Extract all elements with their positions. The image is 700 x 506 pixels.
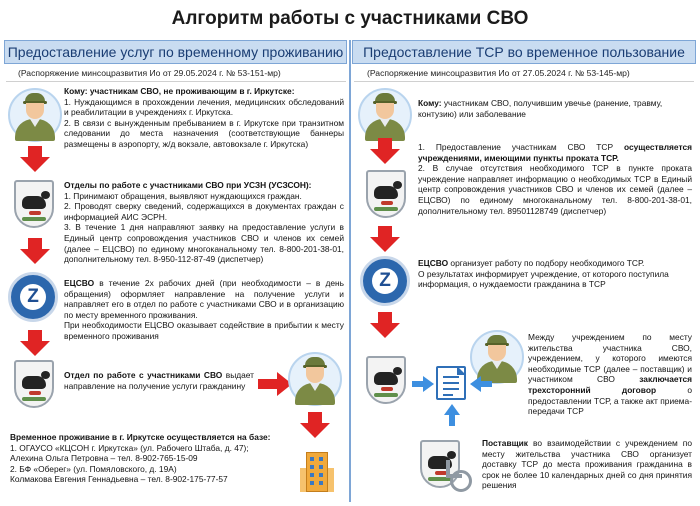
left-column-header: Предоставление услуг по временному проживанию: [4, 40, 347, 64]
left-block-departments: [64, 180, 344, 265]
arrow-down-icon: [20, 330, 50, 356]
arrow-down-icon: [370, 312, 400, 338]
right-decree: (Распоряжение минсоцразвития Ио от 27.05.2024 г. № 53-145-мр): [367, 68, 630, 78]
left-b5-line2: Алехина Ольга Петровна – тел. 8-902-765-15-09: [10, 453, 198, 464]
emblem-z-icon: Z: [360, 256, 410, 306]
right-r3-lead: ЕЦСВО: [418, 258, 449, 268]
left-b2-lead: Отделы по работе с участниками СВО при УСЗН (УСЗСОН):: [64, 180, 312, 190]
soldier-icon: [358, 88, 412, 142]
arrow-down-icon: [370, 138, 400, 164]
right-r3-text: организует работу по подбору необходимого ТСР.: [448, 258, 645, 268]
arrow-down-icon: [370, 226, 400, 252]
crest-icon: [366, 356, 406, 404]
left-b5-line1: 1. ОГАУСО «КЦСОН г. Иркутска» (ул. Рабочего Штаба, д. 47);: [10, 442, 249, 453]
left-b1-item1: 1. Нуждающимся в прохождении лечения, медицинских обследований и реабилитации в учреждениях г. Иркутска.: [64, 96, 344, 118]
left-b3-text: в течение 2х рабочих дней (при необходимости – в день обращения) оформляет направление на получение услуги и направляет его в отдел по работе с участниками СВО и в организацию по месту временного проживания.: [64, 278, 344, 320]
arrow-left-icon: [470, 376, 492, 392]
right-r1-lead: Кому:: [418, 98, 442, 108]
arrow-down-icon: [20, 238, 50, 264]
right-r2-item1b: осуществляется учреждениями, имеющими пункты проката ТСР.: [418, 142, 692, 163]
left-b5-lead: Временное проживание в г. Иркутске осуществляется на базе:: [10, 432, 271, 442]
right-column-header: Предоставление ТСР во временное пользование: [352, 40, 696, 64]
left-b5-line3: 2. БФ «Оберег» (ул. Помяловского, д. 19А): [10, 463, 177, 474]
soldier-icon: [8, 88, 62, 142]
left-b2-item2: 2. Проводят сверку сведений, содержащихся в документах граждан с информацией АИС ЭСРН.: [64, 201, 344, 222]
left-block-department-issue: [64, 370, 254, 391]
left-b5-line4: Колмакова Евгения Геннадьевна – тел. 8-902-175-77-57: [10, 474, 228, 485]
right-block-contract: [528, 332, 692, 417]
left-block-housing: [10, 432, 290, 485]
arrow-down-icon: [20, 146, 50, 172]
left-rule: [6, 81, 346, 82]
left-b2-item3: 3. В течение 1 дня направляют заявку на предоставление услуги в Единый центр сопровождения участников СВО и членов их семей (далее – ЕЦСВО) по единому многоканальному тел. 8-800-201-38-01, дополнительному тел. 8-950-112-87-49 (диспетчер): [64, 222, 344, 265]
crest-icon: [14, 180, 54, 228]
emblem-z-icon: Z: [8, 272, 58, 322]
crest-icon: [14, 360, 54, 408]
right-r1-text: участникам СВО, получившим увечье (ранение, травму, контузию) или заболевание: [418, 98, 663, 119]
arrow-right-icon: [412, 376, 434, 392]
right-block-rental: [418, 142, 692, 216]
soldier-icon: [288, 352, 342, 406]
left-b3-text2: При необходимости ЕЦСВО оказывает содействие в прибытии к месту временного проживания: [64, 320, 344, 341]
right-block-recipients: [418, 98, 692, 119]
left-block-recipients: [64, 86, 344, 150]
building-icon: [300, 452, 334, 492]
right-r2-item1a: 1. Предоставление участникам СВО ТСР: [418, 142, 624, 152]
left-b3-lead: ЕЦСВО: [64, 278, 95, 288]
crest-icon: [366, 170, 406, 218]
right-r2-item2: 2. В случае отсутствия необходимого ТСР в пункте проката учреждение направляет информацию о необходимых ТСР в Единый центр сопровождения участников СВО и членов их семей (далее – ЕЦСВО) по единому многоканальному тел. 8-800-201-38-01, дополнительному тел. 89501128749 (диспетчер): [418, 163, 692, 216]
left-b4-text: выдает направление на получение услуги гражданину: [64, 370, 254, 391]
left-decree: (Распоряжение минсоцразвития Ио от 29.05.2024 г. № 53-151-мр): [18, 68, 281, 78]
document-icon: [436, 366, 466, 400]
left-b4-lead: Отдел по работе с участниками СВО: [64, 370, 223, 380]
wheelchair-icon: [444, 458, 476, 492]
right-r3-text2: О результатах информирует учреждение, от которого поступила информация, о нуждаемости гражданина в ТСР: [418, 268, 669, 290]
left-b1-item2: 2. В связи с вынужденным пребыванием в г. Иркутске при транзитном следовании до места назначения (соответствующие баннеры размещены в аэропорту, ж/д вокзале, автовокзале г. Иркутска): [64, 117, 344, 149]
right-r5-text: во взаимодействии с учреждением по месту жительства участника СВО организует доставку ТСР до места проживания гражданина в срок не более 10 календарных дней со дня принятия решения: [482, 438, 692, 491]
left-b2-item1: 1. Принимают обращения, выявляют нуждающихся граждан.: [64, 190, 302, 201]
right-r4-text-a: Между учреждением по месту жительства участника СВО, учреждением, у которого имеются необходимые ТСР (далее – поставщик) и участником СВО: [528, 332, 692, 385]
left-block-ecsvo: [64, 278, 344, 342]
right-block-ecsvo: [418, 258, 692, 290]
right-r5-lead: Поставщик: [482, 438, 528, 448]
right-rule: [354, 81, 694, 82]
right-block-supplier: [482, 438, 692, 491]
arrow-down-icon: [300, 412, 330, 438]
column-divider: [349, 40, 351, 502]
page-title: Алгоритм работы с участниками СВО: [171, 8, 529, 29]
arrow-right-icon: [258, 372, 292, 396]
right-r4-text-c: о предоставлении ТСР, а также акт приема-передачи ТСР: [528, 384, 692, 417]
left-b1-lead: Кому: участникам СВО, не проживающим в г. Иркутске:: [64, 86, 295, 96]
right-r4-text-b: заключается трехсторонний договор: [528, 374, 692, 395]
arrow-up-icon: [444, 404, 460, 426]
